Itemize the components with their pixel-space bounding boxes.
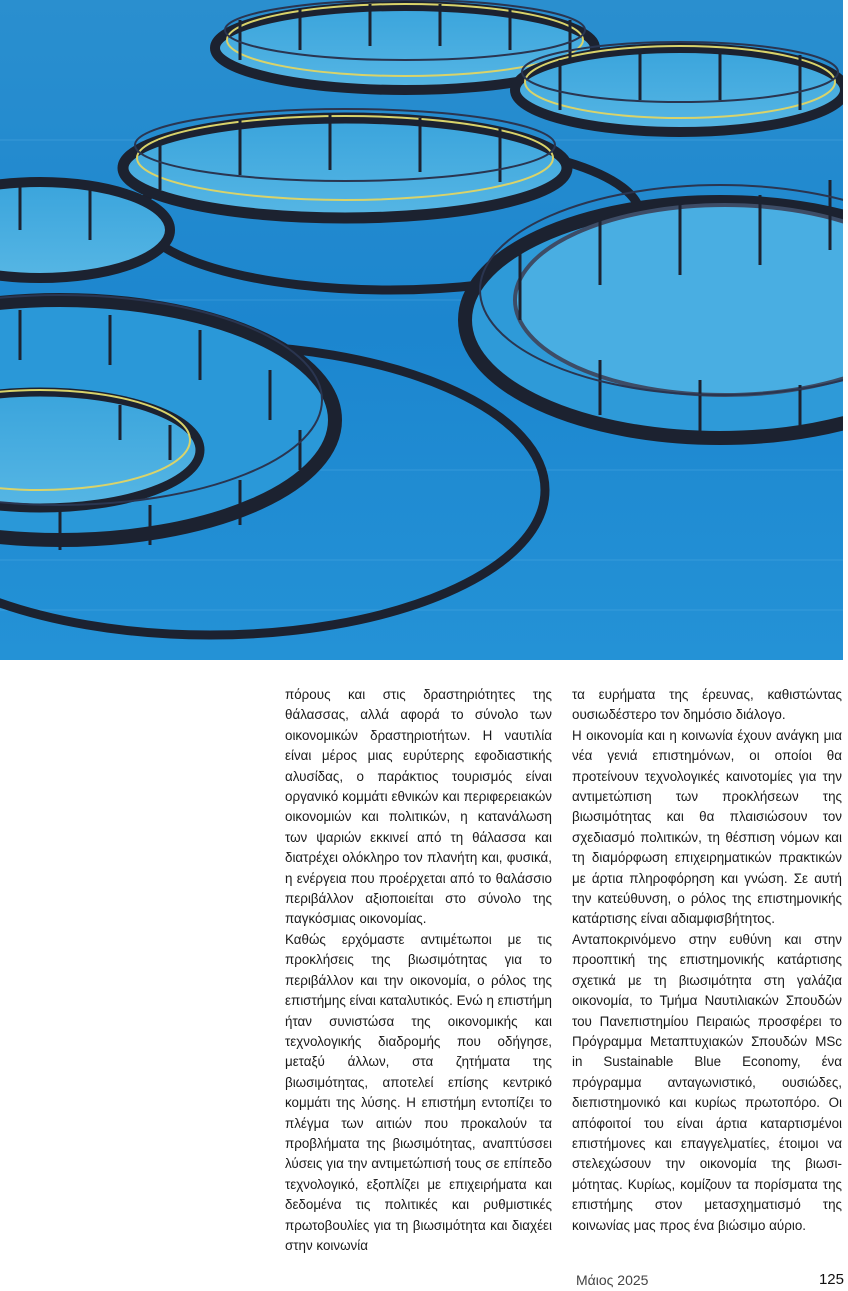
paragraph: Ανταποκρινόμενο στην ευθύνη και στην προοπτική της επιστημονικής κατάρτισης σχετικά με τη βιωσιμότητα στη γαλάζια οικονομία, το Τμήμα Ναυτιλιακών Σπουδών του Πανεπιστημίου Πειραιώς προσφέρει το Πρόγραμμα Μεταπτυχιακών Σπουδών MSc in Sustainable Blue Economy, ένα πρόγραμμα ανταγωνιστικό, ουσιώδες, διεπιστημονικό και κυρίως πρωτοπόρο. Οι απόφοιτοί του είναι άρτια καταρτισμένοι επιστήμονες και επαγγελματίες, έτοιμοι να στελεχώσουν την οικονομία της βιωσιμότητας. Κυρίως, κομίζουν τα πορίσματα της επιστήμης στον μετασχηματισμό της κοινωνίας μας προς ένα βιώσιμο αύριο.	[572, 931, 842, 1233]
paragraph: πόρους και στις δραστηριότητες της θάλασσας, αλλά αφορά το σύνολο των οικονομικών δραστηριοτήτων. Η ναυτιλία είναι μέρος μιας ευρύτερης εφοδιαστικής αλυσίδας, ο παράκτιος τουρισμός είναι οργανικό κομμάτι εθνικών και περιφερειακών οικονομιών και πολιτικών, η κατανάλωση των ψαριών εκκινεί από τη θάλασσα και διατρέχει ολόκληρο τον πλανήτη και, φυσικά, η ενέργεια που προέρχεται από το θαλάσσιο περιβάλλον αξιοποιείται στο σύνολο της παγκόσμιας οικονομίας.	[285, 687, 552, 927]
issue-date: Μάιος 2025	[576, 1272, 649, 1288]
article-right-column	[572, 685, 842, 1236]
page-number: 125	[818, 1271, 844, 1288]
paragraph: τα ευρήματα της έρευνας, καθιστώντας ουσιωδέστερο τον δημόσιο διάλογο.	[572, 687, 842, 723]
article-left-column	[285, 685, 552, 1256]
paragraph: Η οικονομία και η κοινωνία έχουν ανάγκη μια νέα γενιά επιστημόνων, οι οποίοι θα προτείνουν τεχνολογικές καινοτομίες για την αντιμετώπιση των προκλήσεων της βιωσιμότητας και θα πλαισιώσουν τον σχεδιασμό πολιτικών, τη θέσπιση νόμων και τη διαμόρφωση επιχειρηματικών πρακτικών με άρτια πληροφόρηση και γνώση. Σε αυτή την κατεύθυνση, ο ρόλος της επιστημονικής κατάρτισης είναι αδιαμφισβήτητος.	[572, 727, 842, 927]
paragraph: Καθώς ερχόμαστε αντιμέτωποι με τις προκλήσεις της βιωσιμότητας για το περιβάλλον και την οικονομία, ο ρόλος της επιστήμης είναι καταλυτικός. Ενώ η επιστήμη ήταν συνιστώσα της οικονομικής και τεχνολογικής διαδρομής που οδήγησε, μεταξύ άλλων, στα ζητήματα της βιωσιμότητας, αποτελεί επίσης κεντρικό κομμάτι της λύσης. Η επιστήμη εντοπίζει το πλέγμα των αιτιών που προκαλούν τα προβλήματα της βιωσιμότητας, αναπτύσσει λύσεις για την αντιμετώπισή τους σε επίπεδο τεχνολογικό, εξοπλίζει με επιχειρήματα και δεδομένα τις πολιτικές και ρυθμιστικές πρωτοβουλίες για τη βιωσιμότητα και διαχέει στην κοινωνία	[285, 931, 552, 1253]
